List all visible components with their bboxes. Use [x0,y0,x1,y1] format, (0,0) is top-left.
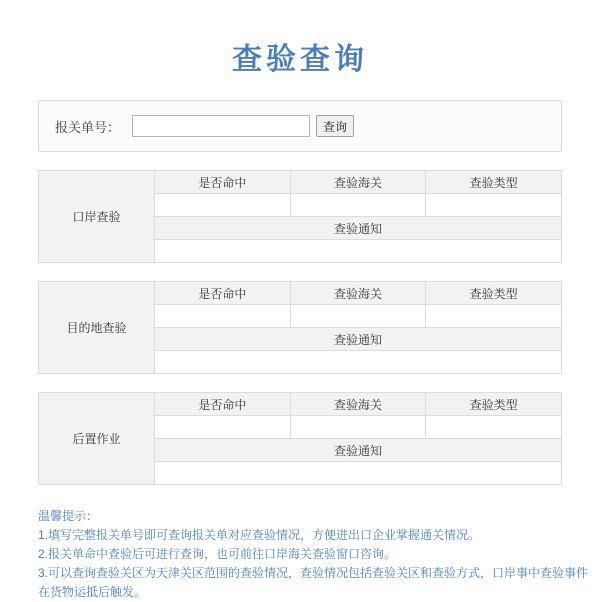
column-header-customs: 查验海关 [290,282,426,305]
notice-header-destination: 查验通知 [155,328,562,351]
value-hit-port [155,194,291,217]
tips-line-1: 1.填写完整报关单号即可查询报关单对应查验情况，方便进出口企业掌握通关情况。 [38,528,481,542]
tips-line-4: 在货物运抵后触发。 [38,585,147,599]
column-header-hit: 是否命中 [155,282,291,305]
column-header-type: 查验类型 [426,393,562,416]
result-block-port [38,170,562,263]
value-type-post [426,416,562,439]
value-customs-post [290,416,426,439]
tips-line-3: 3.可以查询查验关区为天津关区范围的查验情况，查验情况包括查验关区和查验方式，口岸事中查验事件 [38,566,589,580]
notice-header-port: 查验通知 [155,217,562,240]
value-type-port [426,194,562,217]
result-block-destination [38,281,562,374]
tips-heading: 温馨提示： [38,509,99,523]
value-customs-destination [290,305,426,328]
page-title: 查验查询 [232,43,368,76]
notice-value-port [155,240,562,263]
tips-section [38,507,589,602]
table-row [39,282,562,305]
result-block-post [38,392,562,485]
notice-value-destination [155,351,562,374]
value-hit-destination [155,305,291,328]
search-button[interactable]: 查询 [316,115,354,137]
column-header-customs: 查验海关 [290,171,426,194]
value-customs-port [290,194,426,217]
value-hit-post [155,416,291,439]
section-name-destination: 目的地查验 [39,282,155,374]
section-name-post: 后置作业 [39,393,155,485]
notice-header-post: 查验通知 [155,439,562,462]
column-header-hit: 是否命中 [155,393,291,416]
declaration-number-label: 报关单号： [55,119,121,135]
table-row [39,393,562,416]
section-name-port: 口岸查验 [39,171,155,263]
column-header-hit: 是否命中 [155,171,291,194]
table-row [39,171,562,194]
column-header-type: 查验类型 [426,282,562,305]
value-type-destination [426,305,562,328]
column-header-customs: 查验海关 [290,393,426,416]
column-header-type: 查验类型 [426,171,562,194]
notice-value-post [155,462,562,485]
tips-line-2: 2.报关单命中查验后可进行查询，也可前往口岸海关查验窗口咨询。 [38,547,397,561]
search-panel [38,100,562,152]
declaration-number-input[interactable] [132,115,310,137]
